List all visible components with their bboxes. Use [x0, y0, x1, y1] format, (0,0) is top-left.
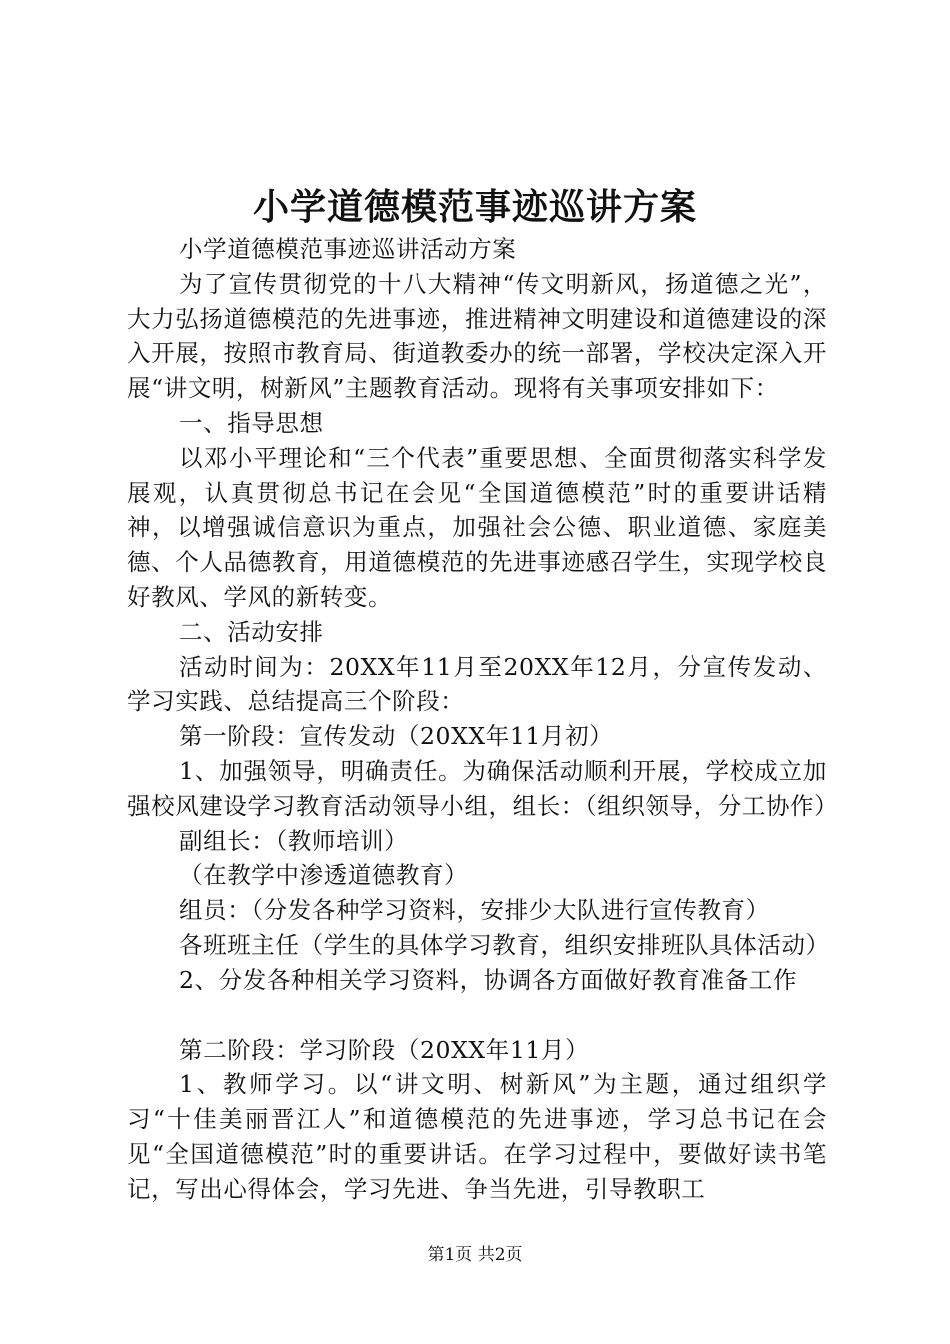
paragraph-members: 组员：（分发各种学习资料，安排少大队进行宣传教育）: [179, 896, 770, 925]
stage-two-heading: 第二阶段：学习阶段（20XX年11月）: [179, 1035, 590, 1064]
paragraph-intro: 为了宣传贯彻党的十八大精神“传文明新风，扬道德之光”，大力弘扬道德模范的先进事迹，推进精神文明建设和道德建设的深入开展，按照市教育局、街道教委办的统一部署，学校决定深入开展“讲文明，树新风”主题教育活动。现将有关事项安排如下：: [127, 269, 827, 403]
section-heading-activity-plan: 二、活动安排: [179, 617, 324, 646]
document-body: [127, 232, 839, 1207]
paragraph-moral-education: （在教学中渗透道德教育）: [179, 861, 469, 890]
paragraph-class-teachers: 各班班主任（学生的具体学习教育，组织安排班队具体活动）: [179, 930, 830, 959]
paragraph-gap: [127, 998, 827, 1033]
paragraph-deputy-leader: 副组长：（教师培训）: [179, 826, 409, 855]
paragraph-guiding-thought: 以邓小平理论和“三个代表”重要思想、全面贯彻落实科学发展观，认真贯彻总书记在会见“全国道德模范”时的重要讲话精神，以增强诚信意识为重点，加强社会公德、职业道德、家庭美德、个人品德教育，用道德模范的先进事迹感召学生，实现学校良好教风、学风的新转变。: [127, 443, 827, 611]
stage-one-heading: 第一阶段：宣传发动（20XX年11月初）: [179, 722, 614, 751]
document-title: 小学道德模范事迹巡讲方案: [252, 186, 697, 228]
paragraph-leadership: 1、加强领导，明确责任。为确保活动顺利开展，学校成立加强校风建设学习教育活动领导小组，组长：（组织领导，分工协作）: [127, 756, 839, 820]
paragraph-teacher-study: 1、教师学习。以“讲文明、树新风”为主题，通过组织学习“十佳美丽晋江人”和道德模范的先进事迹，学习总书记在会见“全国道德模范”时的重要讲话。在学习过程中，要做好读书笔记，写出心得体会，学习先进、争当先进，引导教职工: [127, 1070, 827, 1203]
section-heading-guiding-thought: 一、指导思想: [179, 408, 324, 437]
paragraph-subtitle: 小学道德模范事迹巡讲活动方案: [179, 235, 517, 263]
page-number-footer: 第1页 共2页: [427, 1245, 523, 1265]
paragraph-activity-time: 活动时间为：20XX年11月至20XX年12月，分宣传发动、学习实践、总结提高三个阶段：: [127, 652, 827, 716]
paragraph-materials: 2、分发各种相关学习资料，协调各方面做好教育准备工作: [179, 965, 798, 994]
